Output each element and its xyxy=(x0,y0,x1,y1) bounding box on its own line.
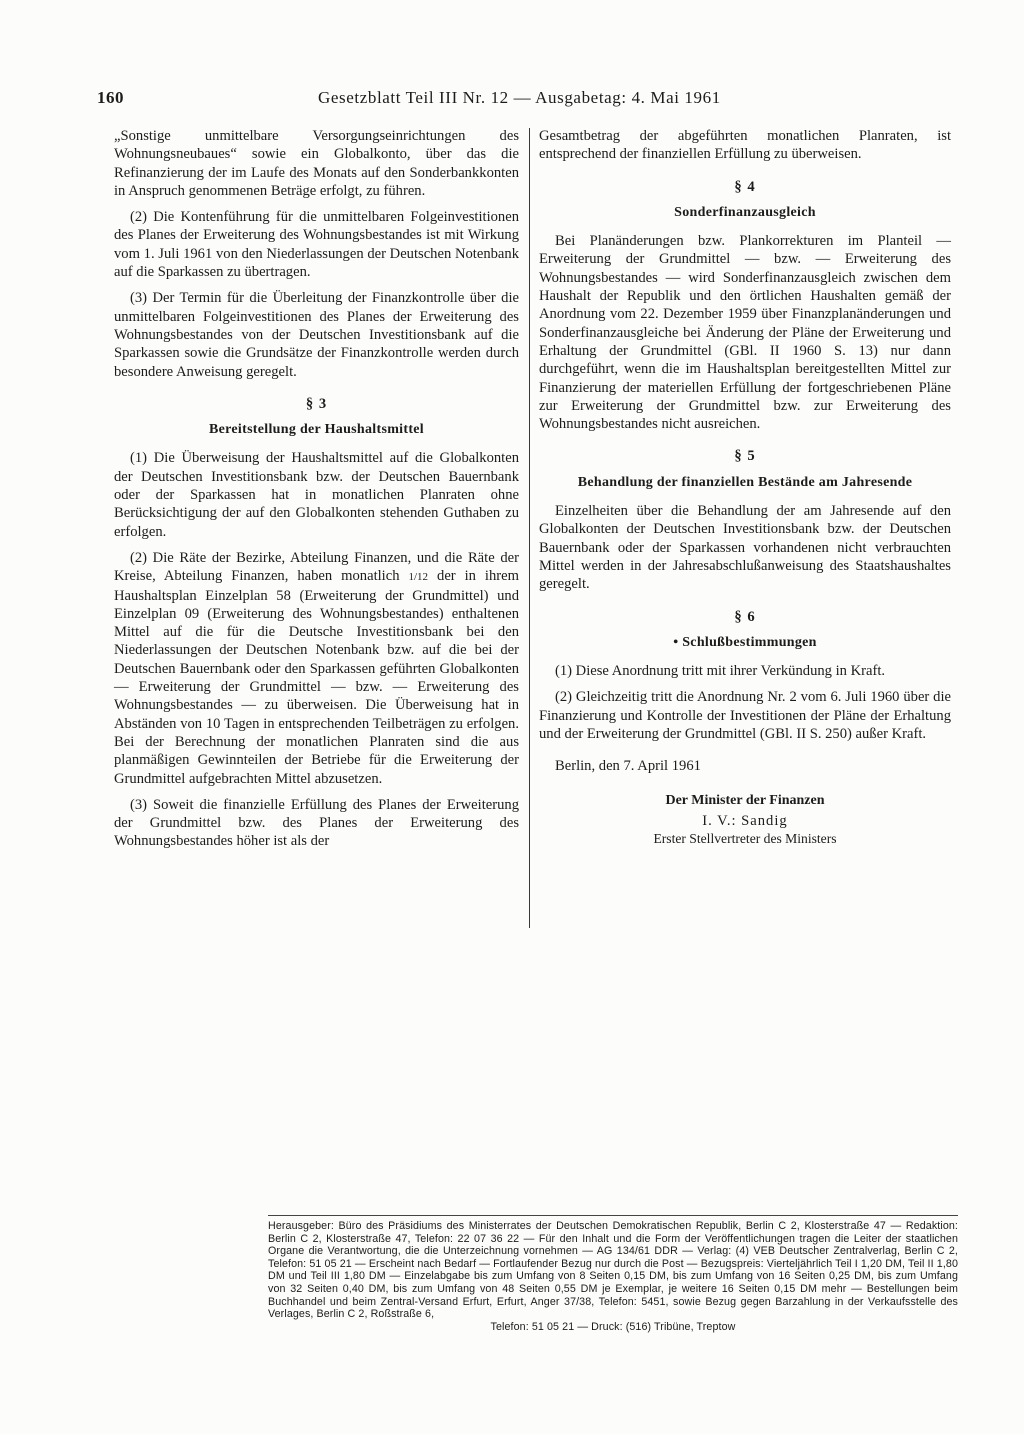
paragraph: Bei Planänderungen bzw. Plankorrekturen im Planteil — Erweiterung der Grundmittel — bzw. — Erweiterung des Wohnungsbestandes — wird Sonderfinanzausgleich zwischen dem Haushalt der Republik und den örtlichen Haushalten gemäß der Anordnung vom 22. Dezember 1959 über Finanzplanänderungen und Sonderfinanzausgleiche bei Änderung der Pläne der Erweiterung und Erhaltung der Grundmittel (GBl. II 1960 S. 13) nur dann durchgeführt, wenn die im Haushaltsplan bereitgestellten Mittel zur Finanzierung der materiellen Erfüllung der fortgeschriebenen Pläne zur Erweiterung der Grundmittel bzw. zur Erweiterung des Wohnungsbestandes nicht ausreichen. xyxy=(539,233,951,433)
paragraph: Gesamtbetrag der abgeführten monatlichen Planraten, ist entsprechend der finanziellen Erfüllung zu überweisen. xyxy=(539,128,951,163)
running-header: Gesetzblatt Teil III Nr. 12 — Ausgabetag: 4. Mai 1961 xyxy=(318,88,721,107)
signatory-title: Erster Stellvertreter des Ministers xyxy=(653,831,837,847)
paragraph: Einzelheiten über die Behandlung der am Jahresende auf den Globalkonten der Deutschen Investitionsbank bzw. der Deutschen Bauernbank oder der Sparkassen vorhandenen nicht verbrauchten Mittel werden in der Jahresabschlußanweisung des Staatshaushaltes geregelt. xyxy=(539,503,951,593)
paragraph-text: (2) Die Räte der Bezirke, Abteilung Finanzen, und die Räte der Kreise, Abteilung Finanzen, haben monatlich xyxy=(114,549,519,585)
paragraph: (3) Soweit die finanzielle Erfüllung des Planes der Erweiterung der Grundmittel bzw. des Planes der Erweiterung des Wohnungsbestandes höher ist als der xyxy=(114,796,519,850)
section-number: § 5 xyxy=(734,448,756,465)
imprint-divider xyxy=(268,1215,958,1216)
paragraph: (2) Gleichzeitig tritt die Anordnung Nr. 2 vom 6. Juli 1960 über die Finanzierung und Kontrolle der Investitionen der Pläne der Erhaltung und der Erweiterung der Grundmittel (GBl. II S. 250) außer Kraft. xyxy=(539,689,951,743)
section-title: Behandlung der finanziellen Bestände am Jahresende xyxy=(577,474,913,490)
fraction: 1/12 xyxy=(408,571,429,584)
section-number: § 6 xyxy=(734,608,756,625)
imprint-text: Herausgeber: Büro des Präsidiums des Ministerrates der Deutschen Demokratischen Republik, Berlin C 2, Klosterstraße 47 — Redaktion: Berlin C 2, Klosterstraße 47, Telefon: 22 07 36 22 — Für den Inhalt und die Form der Veröffentlichungen tragen die Leiter der staatlichen Organe die Verantwortung, die die Unterzeichnung vornehmen — AG 134/61 DDR — Verlag: (4) VEB Deutscher Zentralverlag, Berlin C 2, Telefon: 51 05 21 — Erscheint nach Bedarf — Fortlaufender Bezug nur durch die Post — Bezugspreis: Vierteljährlich Teil I 1,20 DM, Teil II 1,80 DM und Teil III 1,80 DM — Einzelabgabe bis zum Umfang von 8 Seiten 0,15 DM, bis zum Umfang von 16 Seiten 0,25 DM, bis zum Umfang von 32 Seiten 0,40 DM, bis zum Umfang von 48 Seiten 0,55 DM je Exemplar, je weitere 16 Seiten 0,15 DM mehr — Bestellungen beim Buchhandel und beim Zentral-Versand Erfurt, Erfurt, Anger 37/38, Telefon: 5451, sowie Bezug gegen Barzahlung in der Verkaufsstelle des Verlages, Berlin C 2, Roßstraße 6, xyxy=(268,1220,958,1321)
paragraph: (3) Der Termin für die Überleitung der Finanzkontrolle über die unmittelbaren Folgeinvestitionen des Planes der Erweiterung des Wohnungsbestandes von der Deutschen Investitionsbank auf die Sparkassen sowie die Grundsätze der Finanzkontrolle werden durch besondere Anweisung geregelt. xyxy=(114,290,519,380)
paragraph: „Sonstige unmittelbare Versorgungseinrichtungen des Wohnungsneubaues“ sowie ein Globalkonto, über das die Refinanzierung der im Laufe des Monats auf den Sonderbankkonten in Anspruch genommenen Beträge erfolgt, zu führen. xyxy=(114,128,519,199)
place-date: Berlin, den 7. April 1961 xyxy=(555,758,701,775)
section-title: Bereitstellung der Haushaltsmittel xyxy=(208,422,424,438)
paragraph: (1) Die Überweisung der Haushaltsmittel auf die Globalkonten der Deutschen Investitionsbank bzw. der Deutschen Bauernbank oder der Sparkassen hat in monatlichen Planraten ohne Berücksichtigung der auf den Globalkonten stehenden Guthaben zu erfolgen. xyxy=(114,450,519,540)
section-title: • Schlußbestimmungen xyxy=(673,634,817,650)
section-number: § 3 xyxy=(305,395,328,412)
paragraph: (1) Diese Anordnung tritt mit ihrer Verkündung in Kraft. xyxy=(555,663,886,680)
signature-block xyxy=(539,792,951,849)
paragraph xyxy=(114,549,519,788)
imprint xyxy=(268,1220,958,1333)
paragraph: (2) Die Kontenführung für die unmittelbaren Folgeinvestitionen des Planes der Erweiterung des Wohnungsbestandes ist mit Wirkung vom 1. Juli 1961 von den Niederlassungen der Deutschen Notenbank auf die Sparkassen zu übertragen. xyxy=(114,209,519,281)
right-column xyxy=(539,127,951,849)
column-divider xyxy=(529,128,530,928)
left-column xyxy=(114,127,519,859)
signatory-name: I. V.: Sandig xyxy=(702,812,788,829)
signatory-office: Der Minister der Finanzen xyxy=(665,792,825,808)
paragraph-text: der in ihrem Haushaltsplan Einzelplan 58 (Erweiterung der Grundmittel) und Einzelplan 09 (Erweiterung des Wohnungsbestandes) enthaltenen Mittel auf die für die Deutsche Investitionsbank bei den Niederlassungen der Deutschen Notenbank bzw. auf die bei der Deutschen Bauernbank oder den Sparkassen geführten Globalkonten — Erweiterung der Grundmittel — bzw. — Erweiterung des Wohnungsbestandes — zu überweisen. Die Überweisung hat in Abständen von 10 Tagen in entsprechenden Teilbeträgen zu erfolgen. Bei der Berechnung der monatlichen Planraten sind die aus planmäßigen Gewinnteilen der Betriebe für die Erweiterung der Grundmittel aufgebrachten Mittel abzusetzen. xyxy=(114,568,519,787)
imprint-last-line: Telefon: 51 05 21 — Druck: (516) Tribüne, Treptow xyxy=(490,1320,736,1333)
section-number: § 4 xyxy=(734,178,756,195)
page-number: 160 xyxy=(97,88,124,107)
section-title: Sonderfinanzausgleich xyxy=(674,204,816,220)
